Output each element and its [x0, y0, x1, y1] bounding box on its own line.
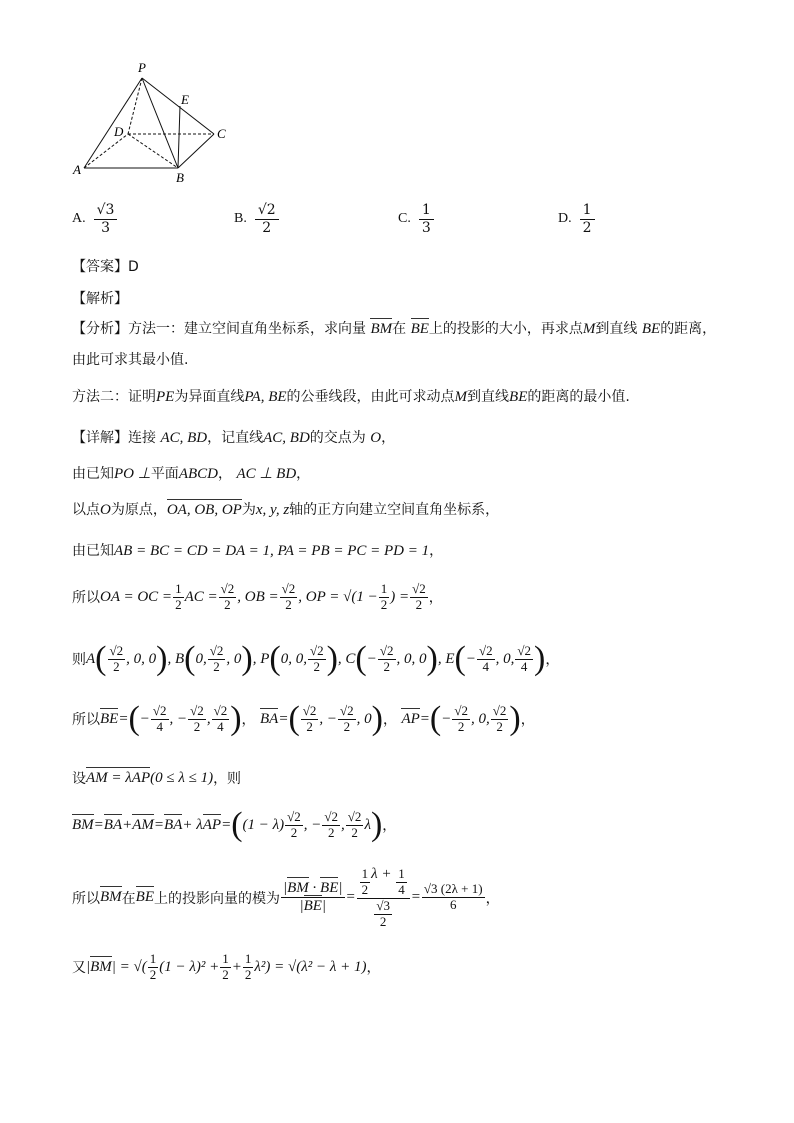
- detail-line9: BM = BA + AM = BA + λ AP = ( (1 − λ) √2 2 , − $\frac{√2}{2}$ , √2 2 λ ) ，: [72, 806, 397, 843]
- edge-BE: [178, 106, 180, 168]
- analysis-tag: 【解析】: [72, 291, 128, 307]
- detail-line3: 以点O为原点，OA, OB, OP为x, y, z轴的正方向建立空间直角坐标系，: [72, 502, 500, 518]
- label-D: D: [114, 124, 124, 139]
- detail-line1: 【详解】连接 AC, BD，记直线AC, BD的交点为 O，: [72, 430, 396, 446]
- edge-AD: [84, 134, 128, 168]
- method1-line2: 由此可求其最小值.: [72, 352, 189, 368]
- answer-options: [72, 194, 732, 244]
- detail-line10: 所以 BM 在 BE 上的投影向量的模为 $\frac{|BM \cdot BE|}{|BE|}$ = $\frac{1}{2}$ λ + $\frac{1}{4}$ $\frac{√3}{2}$ = $\frac{√3 (2\lambda + 1)}{6}$ ，: [72, 866, 500, 929]
- option-d: D. $\frac{1}{2}$: [558, 194, 595, 244]
- answer-line: 【答案】D: [72, 259, 139, 275]
- method1-line1: 【分析】方法一：建立空间直角坐标系，求向量 BM在 BE上的投影的大小，再求点M到直线 BE的距离，: [72, 321, 717, 337]
- method2-line: 方法二：证明PE为异面直线PA, BE的公垂线段，由此可求动点M到直线BE的距离的最小值.: [72, 389, 630, 405]
- option-c: C. $\frac{1}{3}$: [398, 194, 434, 244]
- edge-PD: [128, 78, 142, 134]
- label-A: A: [73, 162, 81, 177]
- detail-line8: 设 AM = λAP (0 ≤ λ ≤ 1) ，则: [72, 769, 242, 787]
- detail-line5: 所以 OA = OC = $\frac{1}{2}$ AC = $\frac{√2}{2}$ , OB = $\frac{√2}{2}$ , OP = √(1 − $\frac{1}{2}$ ) = $\frac{√2}{2}$ ，: [72, 581, 443, 612]
- detail-line6: 则 A ( √2 2 , 0, 0 ) , B ( 0, √2 2 , 0 ) , P ( 0, 0, √2 2 ) , C ( − $\frac{√2}{2}$ , 0, 0 ) , E ( − $\frac{√2}{4}$ , 0, √2 4 ) ，: [72, 640, 560, 677]
- option-b: B. $\frac{√2}{2}$: [234, 194, 279, 244]
- detail-line7: 所以 BE = ( − $\frac{√2}{4}$ , − $\frac{√2}{2}$ , √2 4 ) ， BA = ( √2 2 , − $\frac{√2}{2}$ , 0 ) ， AP = ( − $\frac{√2}{2}$ , 0, √2 2 ) ，: [72, 700, 535, 737]
- label-E: E: [181, 92, 189, 107]
- label-P: P: [138, 60, 146, 75]
- detail-line2: 由已知PO ⊥平面ABCD， AC ⊥ BD，: [72, 466, 311, 482]
- option-a: A. $\frac{√3}{3}$: [72, 194, 117, 244]
- detail-line4: 由已知AB = BC = CD = DA = 1, PA = PB = PC = PD = 1，: [72, 543, 444, 559]
- edge-BC: [178, 134, 214, 168]
- detail-line11: 又 | BM | = √( 1 2 (1 − λ)² + $\frac{1}{2}$ + $\frac{1}{2}$ λ²) = √(λ² − λ + 1) ，: [72, 951, 381, 982]
- edge-DB: [128, 134, 178, 168]
- edge-PA: [84, 78, 142, 168]
- label-B: B: [176, 170, 184, 185]
- label-C: C: [217, 126, 226, 141]
- pyramid-figure: [70, 58, 240, 188]
